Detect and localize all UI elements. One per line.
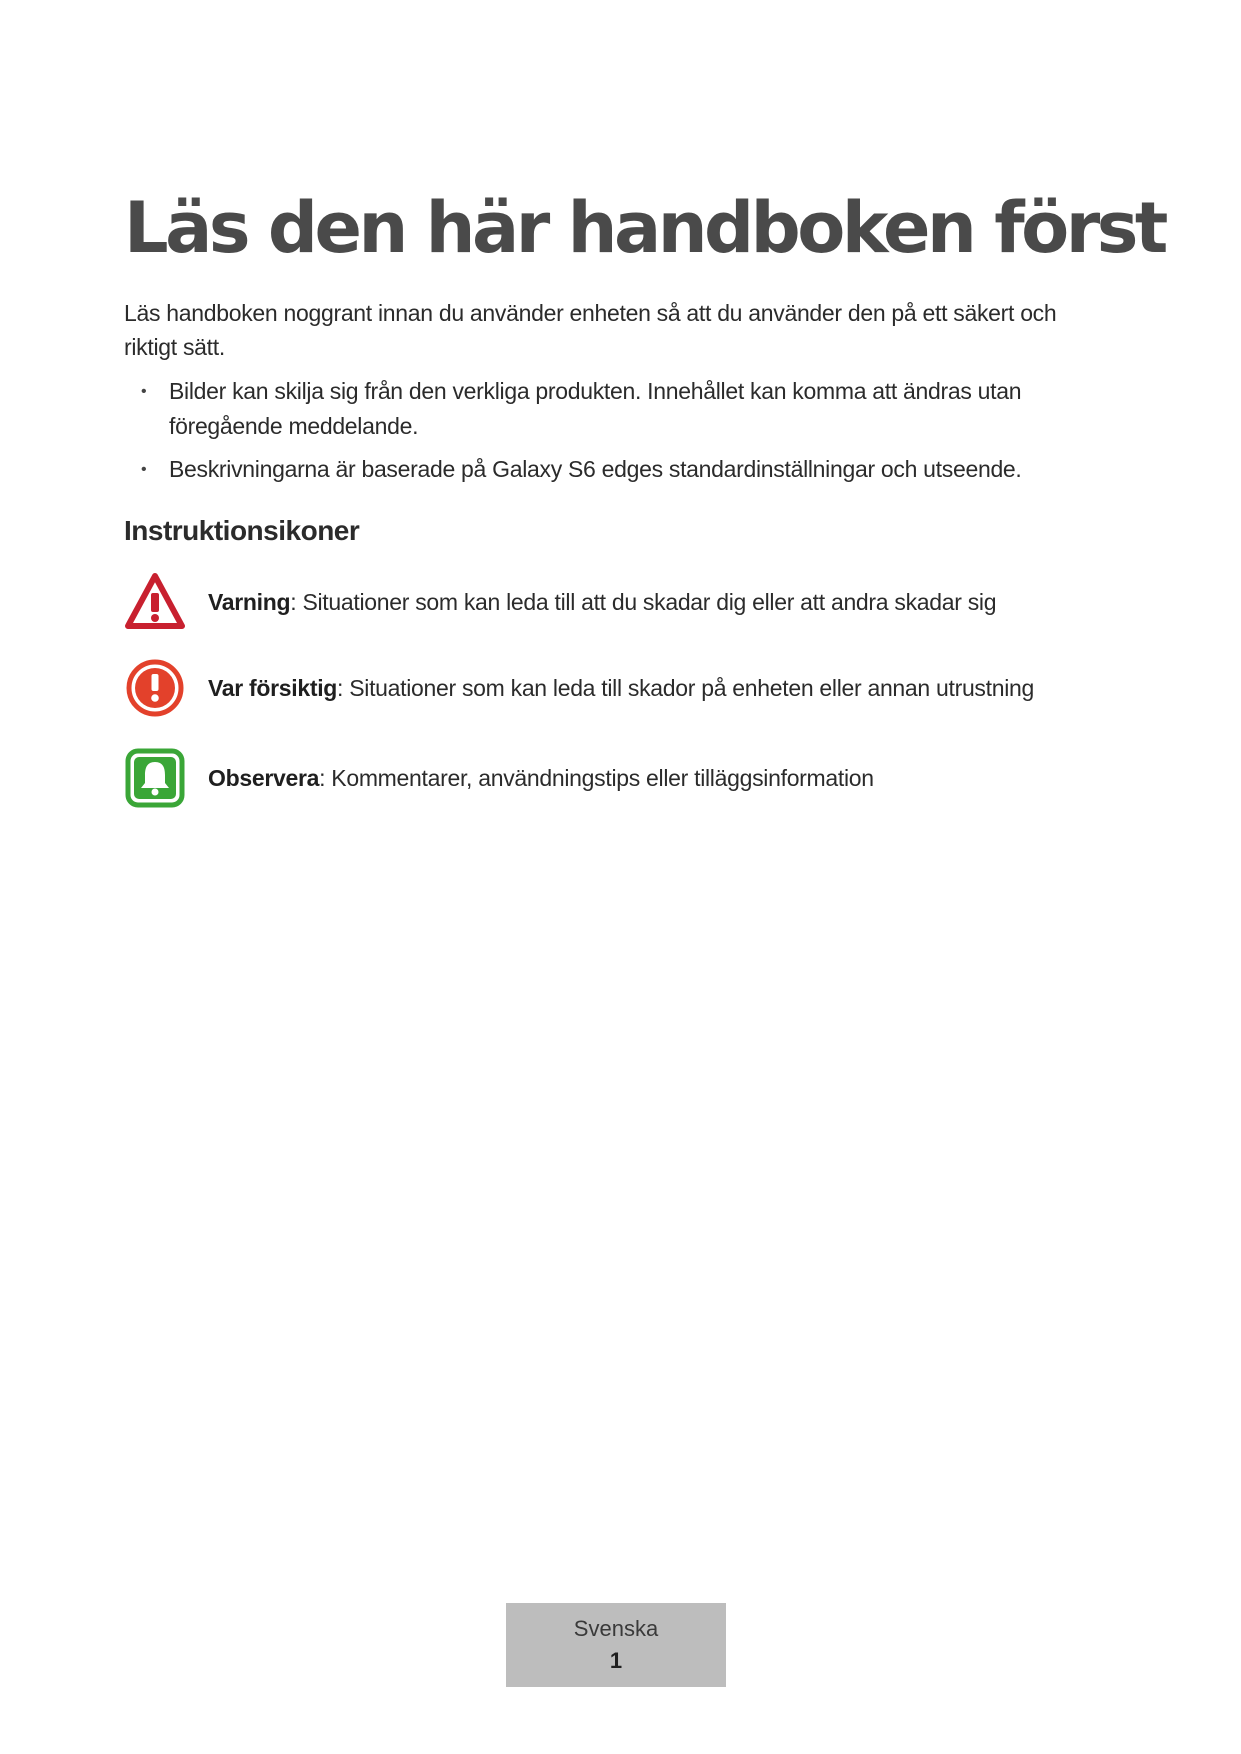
bullet-text: Beskrivningarna är baserade på Galaxy S6 edges standardinställningar och utseende. xyxy=(169,456,1022,482)
bullet-text: Bilder kan skilja sig från den verkliga produkten. Innehållet kan komma att ändras utan föregående meddelande. xyxy=(169,378,1022,439)
page-number: 1 xyxy=(609,1648,623,1673)
instruction-term: Observera xyxy=(208,765,320,791)
instruction-term: Var försiktig xyxy=(208,675,338,701)
list-item xyxy=(124,452,1124,487)
intro-paragraph: Läs handboken noggrant innan du använder enheten så att du använder den på ett säkert och riktigt sätt. xyxy=(124,300,1057,360)
instruction-row-caution xyxy=(124,657,1124,719)
section-heading: Instruktionsikoner xyxy=(124,515,360,546)
bullet-marker: • xyxy=(141,461,147,478)
bullet-list xyxy=(124,374,1124,495)
caution-circle-icon xyxy=(124,657,186,719)
instruction-description: : Kommentarer, användningstips eller tilläggsinformation xyxy=(319,765,874,791)
instruction-description: : Situationer som kan leda till att du skadar dig eller att andra skadar sig xyxy=(290,589,997,615)
instruction-row-warning xyxy=(124,571,1124,633)
instruction-term: Varning xyxy=(208,589,291,615)
instruction-text xyxy=(208,747,874,809)
list-item xyxy=(124,374,1124,444)
warning-triangle-icon xyxy=(124,571,186,633)
footer-language: Svenska xyxy=(573,1616,659,1641)
page-title: Läs den här handboken först xyxy=(124,187,1165,269)
instruction-text xyxy=(208,657,1034,719)
bullet-marker: • xyxy=(141,383,147,400)
instruction-description: : Situationer som kan leda till skador på enheten eller annan utrustning xyxy=(337,675,1035,701)
instruction-row-note xyxy=(124,747,1124,809)
instruction-text xyxy=(208,571,996,633)
note-bell-icon xyxy=(124,747,186,809)
page-footer xyxy=(506,1603,726,1687)
